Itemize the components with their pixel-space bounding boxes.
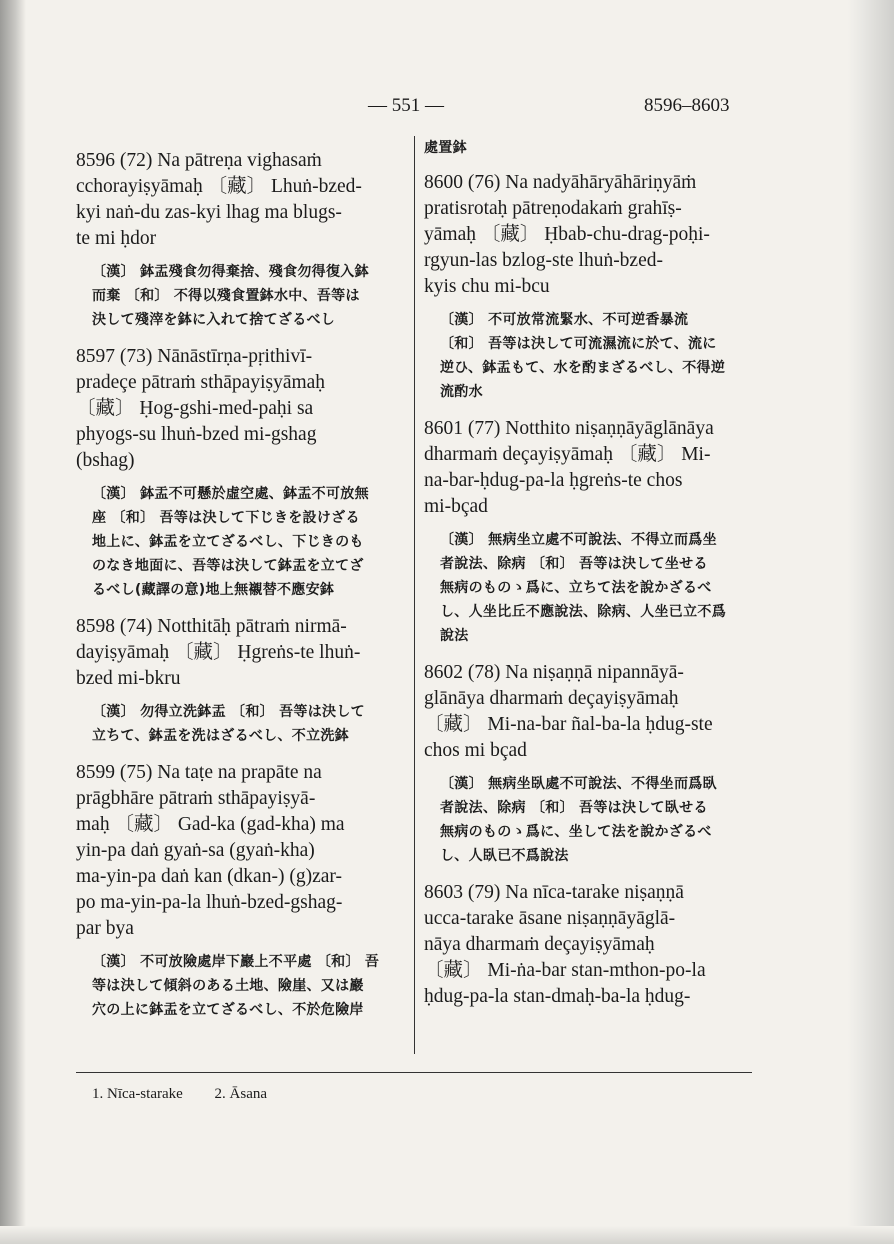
gloss-line: 者說法、除病 〔和〕 吾等は決して臥せる <box>440 800 708 816</box>
entry-line: phyogs-su lhuṅ-bzed mi-gshag <box>76 424 317 445</box>
entry-line: glānāya dharmaṁ deçayiṣyāmaḥ <box>424 688 679 709</box>
gloss-line: 等は決して傾斜のある土地、險崖、又は巖 <box>92 978 364 994</box>
entry-line: prāgbhāre pātraṁ sthāpayiṣyā- <box>76 788 316 809</box>
entry-line: 〔藏〕 Ḥog-gshi-med-paḥi sa <box>76 398 314 419</box>
entry-8602 <box>424 660 754 868</box>
page-header <box>0 95 894 121</box>
gloss-line: 立ちて、鉢盂を洗はざるべし、不立洗鉢 <box>92 728 349 744</box>
entry-line: 〔藏〕 Mi-ṅa-bar stan-mthon-po-la <box>424 960 706 981</box>
entry-head: 8599 (75) Na taṭe na prapāte na <box>76 762 322 783</box>
carry-over-gloss <box>424 136 754 160</box>
gloss-line: 〔和〕 吾等は決して可流濕流に於て、流に <box>440 336 717 352</box>
gloss-line: 者說法、除病 〔和〕 吾等は決して坐せる <box>440 556 708 572</box>
right-column <box>424 136 754 1022</box>
entry-line: kyis chu mi-bcu <box>424 276 550 297</box>
entry-8603 <box>424 880 754 1010</box>
japanese-gloss <box>440 308 754 404</box>
entry-8599 <box>76 760 406 1022</box>
entry-8601 <box>424 416 754 648</box>
entry-line: nāya dharmaṁ deçayiṣyāmaḥ <box>424 934 655 955</box>
entry-line: pradeçe pātraṁ sthāpayiṣyāmaḥ <box>76 372 326 393</box>
entry-head: 8602 (78) Na niṣaṇṇā nipannāyā- <box>424 662 684 683</box>
page-edge-bottom <box>0 1226 894 1244</box>
entry-head: 8597 (73) Nānāstīrṇa-pṛithivī- <box>76 346 313 367</box>
gloss-line: 穴の上に鉢盂を立てざるべし、不於危險岸 <box>92 1002 364 1018</box>
entry-line: ma-yin-pa daṅ kan (dkan-) (g)zar- <box>76 866 342 887</box>
footnotes <box>92 1086 295 1103</box>
gloss-line: 〔漢〕 鉢盂殘食勿得棄捨、殘食勿得復入鉢 <box>92 264 369 280</box>
gloss-line: 處置鉢 <box>424 140 467 156</box>
gloss-line: 無病のものゝ爲に、立ちて法を說かざるべ <box>440 580 712 596</box>
entry-line: cchorayiṣyāmaḥ 〔藏〕 Lhuṅ-bzed- <box>76 176 362 197</box>
page-gutter-shadow <box>0 0 26 1244</box>
entry-line: yin-pa daṅ gyaṅ-sa (gyaṅ-kha) <box>76 840 315 861</box>
gloss-line: のなき地面に、吾等は決して鉢盂を立てざ <box>92 558 364 574</box>
entry-line: par bya <box>76 918 134 939</box>
gloss-line: 〔漢〕 不可放常流緊水、不可逆香暴流 <box>440 312 689 328</box>
entry-line: (bshag) <box>76 450 135 471</box>
entry-8600 <box>424 170 754 404</box>
left-column <box>76 148 406 1034</box>
entry-line: 〔藏〕 Mi-na-bar ñal-ba-la ḥdug-ste <box>424 714 713 735</box>
footnote-2: 2. Āsana <box>214 1086 268 1102</box>
gloss-line: し、人臥已不爲說法 <box>440 848 569 864</box>
entry-line: chos mi bçad <box>424 740 527 761</box>
page-edge-right <box>848 0 894 1244</box>
gloss-line: 〔漢〕 無病坐臥處不可說法、不得坐而爲臥 <box>440 776 717 792</box>
entry-line: rgyun-las bzlog-ste lhuṅ-bzed- <box>424 250 663 271</box>
japanese-gloss <box>440 528 754 648</box>
japanese-gloss <box>92 700 406 748</box>
entry-8597 <box>76 344 406 602</box>
japanese-gloss <box>92 950 406 1022</box>
entry-head: 8603 (79) Na nīca-tarake niṣaṇṇā <box>424 882 684 903</box>
page-number: — 551 — <box>368 95 444 116</box>
japanese-gloss <box>92 482 406 602</box>
entry-line: ḥdug-pa-la stan-dmaḥ-ba-la ḥdug- <box>424 986 691 1007</box>
gloss-line: 〔漢〕 鉢盂不可懸於虛空處、鉢盂不可放無 <box>92 486 369 502</box>
japanese-gloss <box>92 260 406 332</box>
entry-line: bzed mi-bkru <box>76 668 181 689</box>
gloss-line: 決して殘滓を鉢に入れて捨てざるべし <box>92 312 336 328</box>
footnote-1: 1. Nīca-starake <box>92 1086 183 1102</box>
gloss-line: 逆ひ、鉢盂もて、水を酌まざるべし、不得逆 <box>440 360 726 376</box>
entry-head: 8601 (77) Notthito niṣaṇṇāyāglānāya <box>424 418 714 439</box>
entry-range: 8596–8603 <box>644 95 730 116</box>
entry-line: po ma-yin-pa-la lhuṅ-bzed-gshag- <box>76 892 343 913</box>
entry-line: pratisrotaḥ pātreṇodakaṁ grahīṣ- <box>424 198 682 219</box>
entry-line: te mi ḥdor <box>76 228 157 249</box>
gloss-line: 〔漢〕 勿得立洗鉢盂 〔和〕 吾等は決して <box>92 704 365 720</box>
gloss-line: 座 〔和〕 吾等は決して下じきを設けざる <box>92 510 360 526</box>
entry-8598 <box>76 614 406 748</box>
entry-line: kyi naṅ-du zas-kyi lhag ma blugs- <box>76 202 342 223</box>
entry-line: yāmaḥ 〔藏〕 Ḥbab-chu-drag-poḥi- <box>424 224 710 245</box>
entry-line: ucca-tarake āsane niṣaṇṇāyāglā- <box>424 908 676 929</box>
gloss-line: 流酌水 <box>440 384 483 400</box>
entry-head: 8600 (76) Na nadyāhāryāhāriṇyāṁ <box>424 172 697 193</box>
japanese-gloss <box>440 772 754 868</box>
entry-8596 <box>76 148 406 332</box>
entry-line: mi-bçad <box>424 496 488 517</box>
entry-head: 8598 (74) Notthitāḥ pātraṁ nirmā- <box>76 616 347 637</box>
entry-line: dharmaṁ deçayiṣyāmaḥ 〔藏〕 Mi- <box>424 444 711 465</box>
entry-line: dayiṣyāmaḥ 〔藏〕 Ḥgreṅs-te lhuṅ- <box>76 642 361 663</box>
gloss-line: し、人坐比丘不應說法、除病、人坐已立不爲 <box>440 604 726 620</box>
gloss-line: 〔漢〕 無病坐立處不可說法、不得立而爲坐 <box>440 532 717 548</box>
column-divider <box>414 136 415 1054</box>
entry-line: maḥ 〔藏〕 Gad-ka (gad-kha) ma <box>76 814 345 835</box>
entry-head: 8596 (72) Na pātreṇa vighasaṁ <box>76 150 322 171</box>
gloss-line: 〔漢〕 不可放險處岸下巖上不平處 〔和〕 吾 <box>92 954 380 970</box>
gloss-line: 地上に、鉢盂を立てざるべし、下じきのも <box>92 534 364 550</box>
gloss-line: 說法 <box>440 628 469 644</box>
gloss-line: るべし(藏譯の意)地上無襯替不應安鉢 <box>92 582 335 598</box>
entry-line: na-bar-ḥdug-pa-la ḥgreṅs-te chos <box>424 470 683 491</box>
gloss-line: 而棄 〔和〕 不得以殘食置鉢水中、吾等は <box>92 288 360 304</box>
footnote-rule <box>76 1072 752 1073</box>
gloss-line: 無病のものゝ爲に、坐して法を說かざるべ <box>440 824 712 840</box>
